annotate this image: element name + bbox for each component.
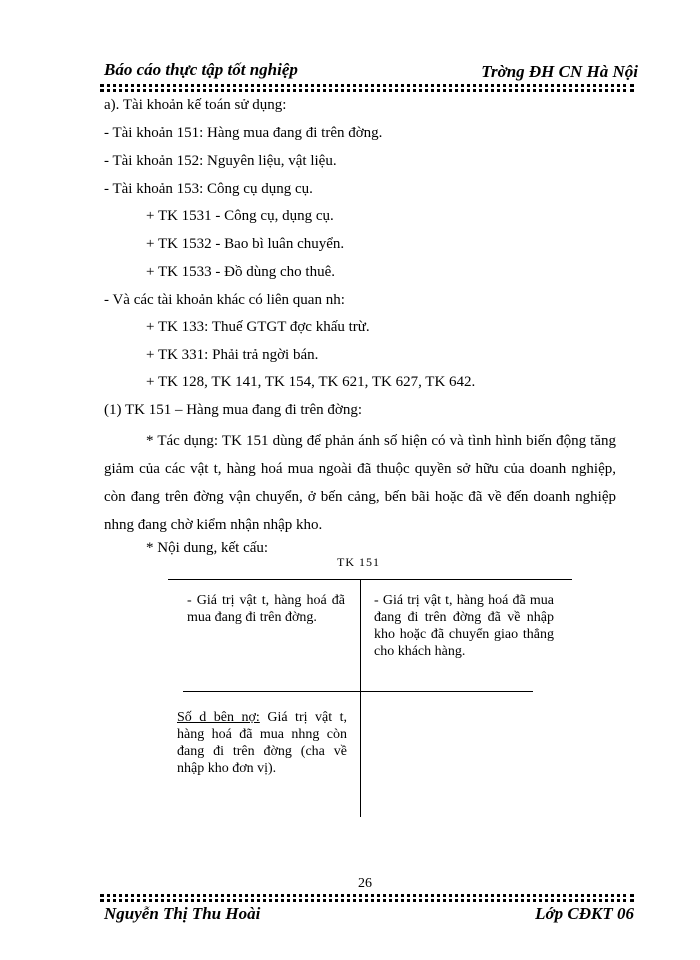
debit-balance-description: Giá trị vật t, hàng hoá đã mua nhng còn đang đi trên đờng (cha về nhập kho đơn vị). [177, 710, 348, 776]
sub-account-1531: + TK 1531 - Công cụ, dụng cụ. [146, 208, 334, 224]
t-account-vertical-line [360, 580, 361, 817]
debit-balance-text [177, 709, 347, 777]
effect-paragraph: * Tác dụng: TK 151 dùng để phản ánh số hiện có và tình hình biến động tăng giảm của các vật t, hàng hoá mua ngoài đã thuộc quyền sở hữu của doanh nghiệp, còn đang trên đờng vận chuyển, ở bến cảng, bến bãi hoặc đã về đến doanh nghiệp nhng đang chờ kiểm nhận nhập kho. [104, 433, 616, 533]
header-school-name: Trờng ĐH CN Hà Nội [481, 62, 638, 81]
header-report-title: Báo cáo thực tập tốt nghiệp [104, 60, 298, 79]
tk151-heading: (1) TK 151 – Hàng mua đang đi trên đờng: [104, 402, 363, 418]
sub-account-1532: + TK 1532 - Bao bì luân chuyển. [146, 236, 345, 252]
other-accounts-line: - Và các tài khoản khác có liên quan nh: [104, 292, 345, 308]
account-133-line: + TK 133: Thuế GTGT đợc khấu trừ. [146, 319, 370, 335]
structure-heading: * Nội dung, kết cấu: [146, 540, 269, 556]
account-152-line: - Tài khoản 152: Nguyên liệu, vật liệu. [104, 153, 337, 169]
account-list-line: + TK 128, TK 141, TK 154, TK 621, TK 627, TK 642. [146, 374, 476, 390]
t-account-balance-line [183, 691, 533, 692]
account-153-line: - Tài khoản 153: Công cụ dụng cụ. [104, 181, 313, 197]
account-331-line: + TK 331: Phải trả ngời bán. [146, 347, 319, 363]
page-number: 26 [358, 876, 372, 891]
credit-side-text: - Giá trị vật t, hàng hoá đã mua đang đi trên đờng đã về nhập kho hoặc đã chuyển giao thẳng cho khách hàng. [374, 593, 554, 659]
footer-author: Nguyễn Thị Thu Hoài [104, 904, 261, 923]
header-divider [100, 84, 634, 87]
account-151-line: - Tài khoản 151: Hàng mua đang đi trên đờng. [104, 125, 383, 141]
t-account-title: TK 151 [337, 555, 380, 569]
sub-account-1533: + TK 1533 - Đồ dùng cho thuê. [146, 264, 335, 280]
footer-divider [100, 899, 634, 902]
section-a-heading: a). Tài khoản kế toán sử dụng: [104, 97, 287, 113]
header-divider [100, 89, 634, 92]
footer-class: Lớp CĐKT 06 [535, 904, 634, 923]
footer-divider [100, 894, 634, 897]
debit-side-text: - Giá trị vật t, hàng hoá đã mua đang đi trên đờng. [187, 593, 345, 625]
t-account-top-line [168, 579, 572, 580]
debit-balance-label: Số d bên nợ: [177, 710, 260, 725]
